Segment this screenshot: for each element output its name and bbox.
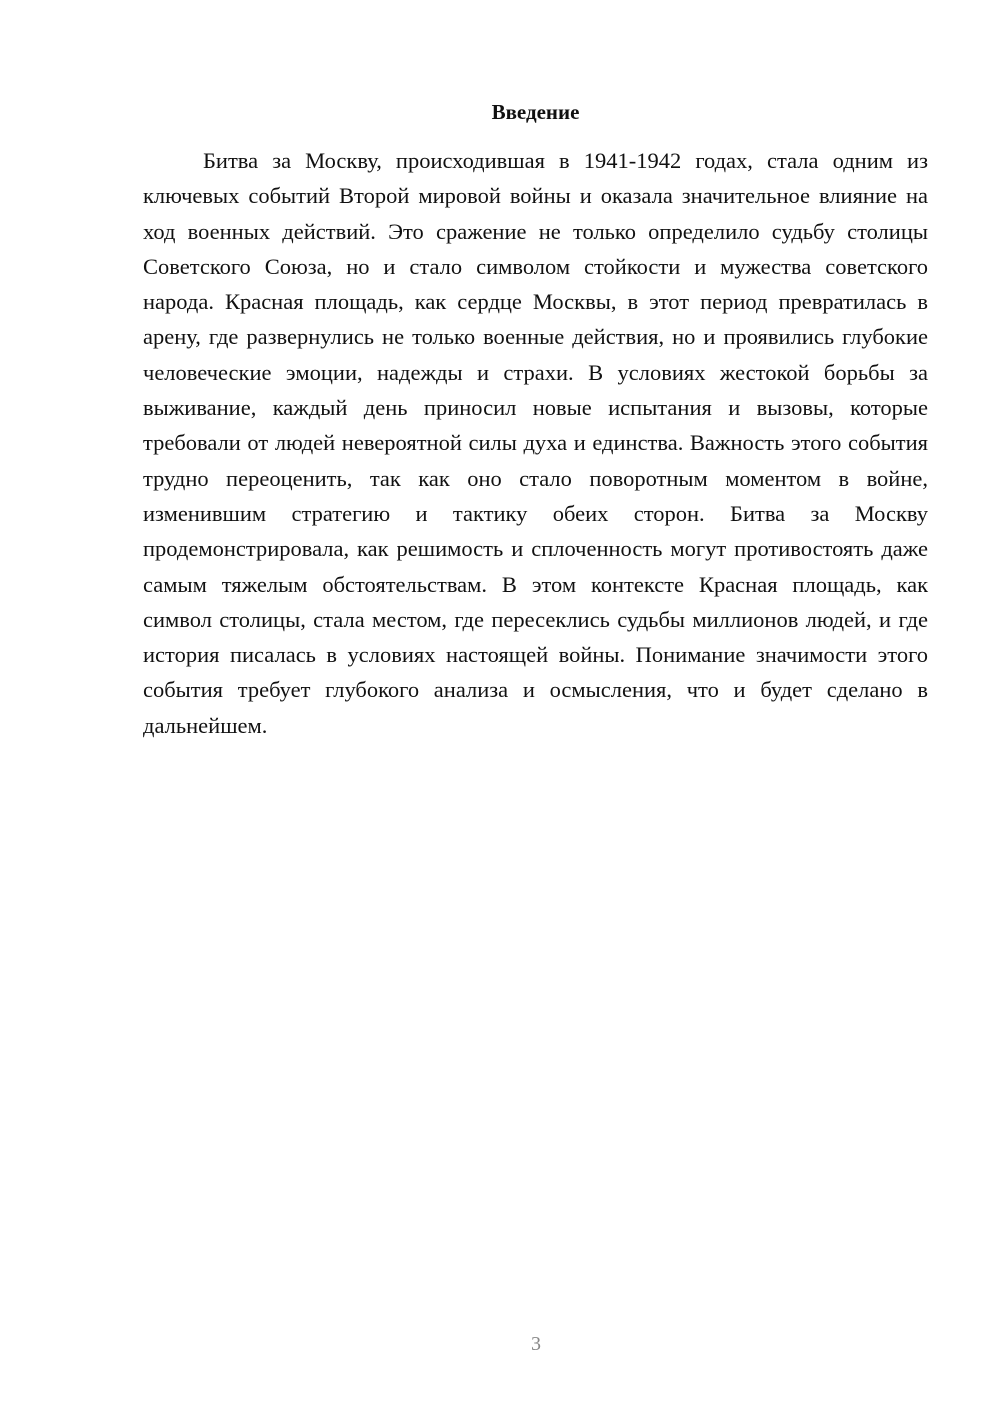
page-number: 3 — [531, 1333, 541, 1355]
body-paragraph: Битва за Москву, происходившая в 1941-1942 годах, стала одним из ключевых событий Второй мировой войны и оказала значительное влияние на ход военных действий. Это сражение не только определило судьбу столицы Советского Союза, но и стало символом стойкости и мужества советского народа. Красная площадь, как сердце Москвы, в этот период превратилась в арену, где развернулись не только военные действия, но и проявились глубокие человеческие эмоции, надежды и страхи. В условиях жестокой борьбы за выживание, каждый день приносил новые испытания и вызовы, которые требовали от людей невероятной силы духа и единства. Важность этого события трудно переоценить, так как оно стало поворотным моментом в войне, изменившим стратегию и тактику обеих сторон. Битва за Москву продемонстрировала, как решимость и сплоченность могут противостоять даже самым тяжелым обстоятельствам. В этом контексте Красная площадь, как символ столицы, стала местом, где пересеклись судьбы миллионов людей, и где история писалась в условиях настоящей войны. Понимание значимости этого события требует глубокого анализа и осмысления, что и будет сделано в дальнейшем. — [143, 148, 928, 738]
section-heading: Введение — [491, 100, 580, 124]
